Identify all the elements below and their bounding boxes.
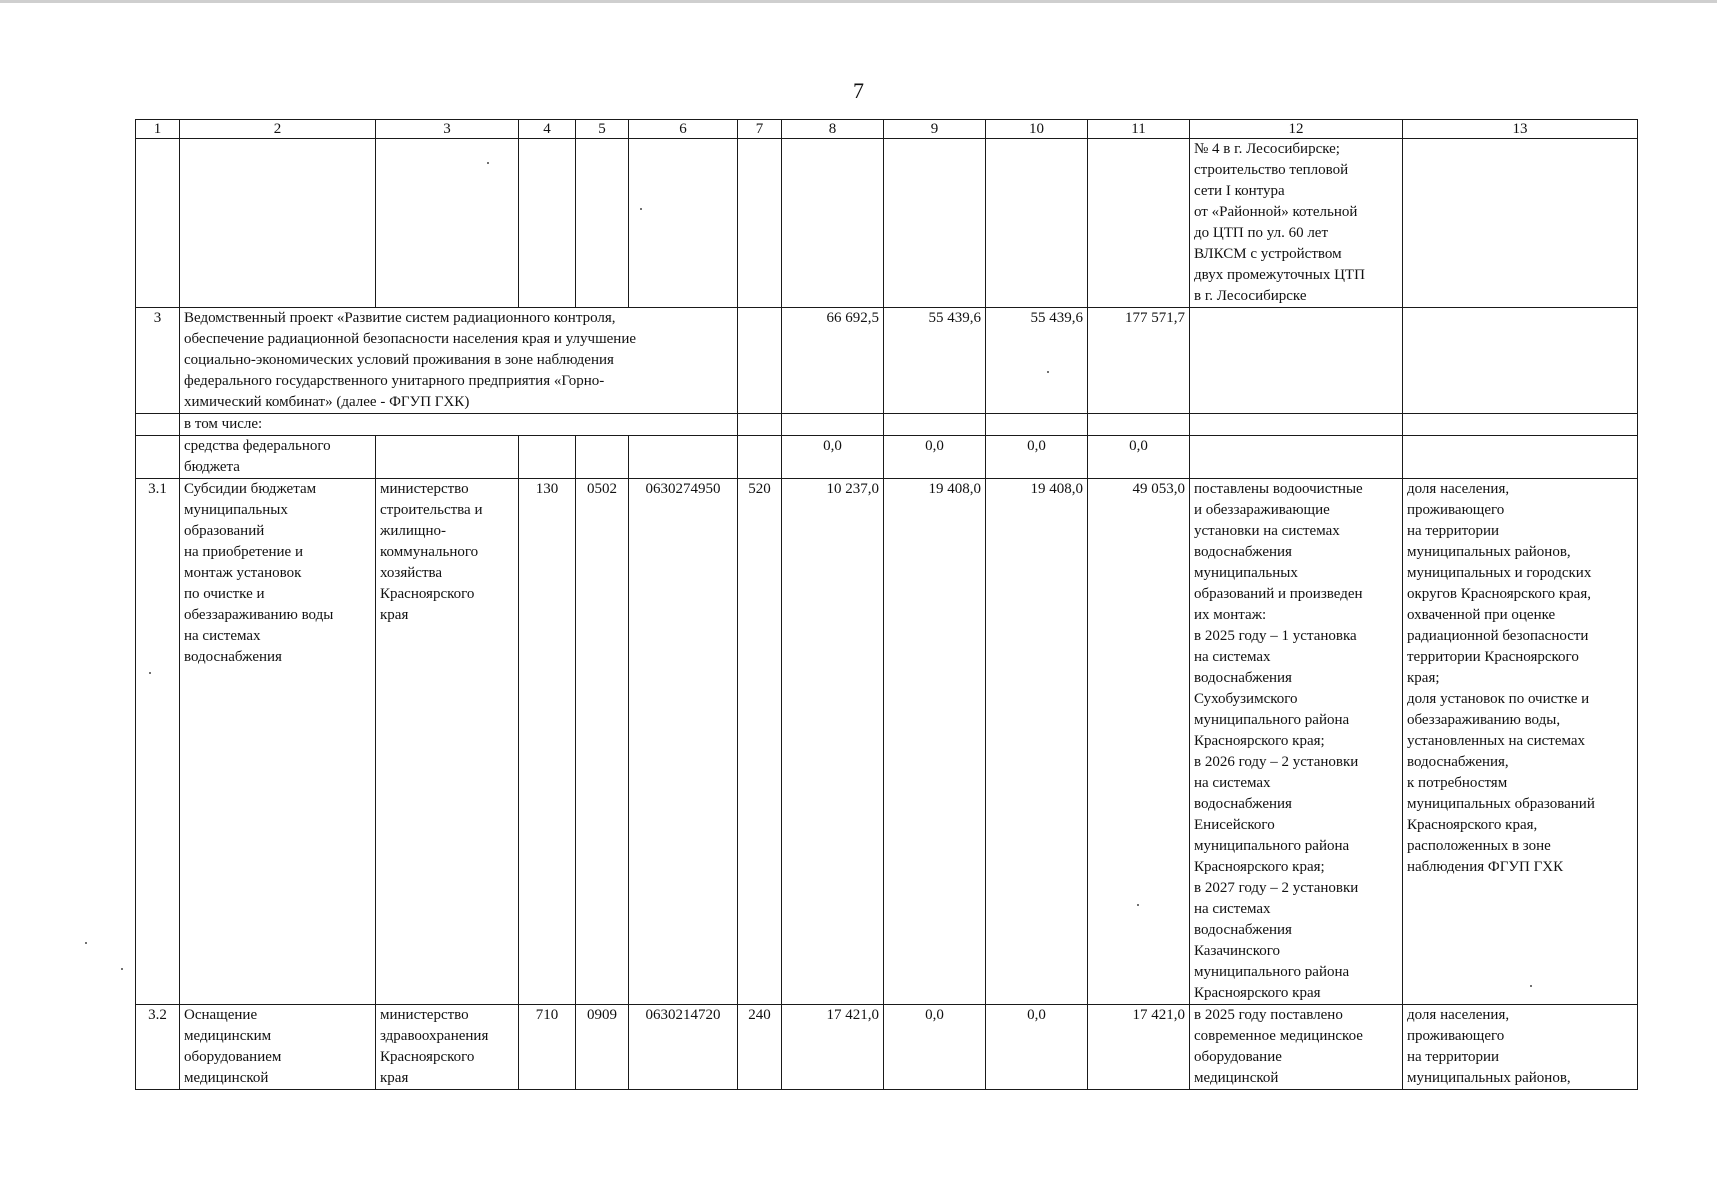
column-number-row <box>136 120 1638 139</box>
value-2027: 19 408,0 <box>986 479 1088 1005</box>
value-total: 49 053,0 <box>1088 479 1190 1005</box>
including-row <box>136 414 1638 436</box>
code-csr: 0630274950 <box>629 479 738 1005</box>
row-number: 3 <box>136 308 180 414</box>
value-2027: 0,0 <box>986 436 1088 479</box>
page-number: 7 <box>853 78 864 103</box>
code-vr: 520 <box>738 479 782 1005</box>
column-number: 3 <box>376 120 519 139</box>
row-number: 3.1 <box>136 479 180 1005</box>
column-number: 8 <box>782 120 884 139</box>
measure-name: Субсидии бюджетам муниципальных образований на приобретение и монтаж установок по очистке и обеззараживанию воды на системах водоснабжения <box>180 479 376 1005</box>
column-number: 6 <box>629 120 738 139</box>
code-rzpr: 0909 <box>576 1005 629 1090</box>
column-number: 2 <box>180 120 376 139</box>
federal-budget-row <box>136 436 1638 479</box>
value-2025: 66 692,5 <box>782 308 884 414</box>
scan-top-edge <box>0 0 1717 3</box>
code-rzpr: 0502 <box>576 479 629 1005</box>
project-name: Ведомственный проект «Развитие систем радиационного контроля, обеспечение радиационной безопасности населения края и улучшение социально-экономических условий проживания в зоне наблюдения федерального государственного унитарного предприятия «Горно- химический комбинат» (далее - ФГУП ГХК) <box>180 308 738 414</box>
value-2026: 0,0 <box>884 436 986 479</box>
scan-speck <box>85 942 87 944</box>
value-2027: 0,0 <box>986 1005 1088 1090</box>
scan-speck <box>1047 371 1049 373</box>
scan-speck <box>640 208 642 210</box>
column-number: 7 <box>738 120 782 139</box>
code-grbs: 130 <box>519 479 576 1005</box>
measure-row-3-2 <box>136 1005 1638 1090</box>
row-number: 3.2 <box>136 1005 180 1090</box>
code-grbs: 710 <box>519 1005 576 1090</box>
value-2026: 55 439,6 <box>884 308 986 414</box>
value-total: 17 421,0 <box>1088 1005 1190 1090</box>
value-total: 177 571,7 <box>1088 308 1190 414</box>
column-number: 11 <box>1088 120 1190 139</box>
value-2026: 0,0 <box>884 1005 986 1090</box>
indicator-cell: доля населения, проживающего на территории муниципальных районов, муниципальных и городских округов Красноярского края, охваченной при оценке радиационной безопасности территории Красноярского края; доля установок по очистке и обеззараживанию воды, установленных на системах водоснабжения, к потребностям муниципальных образований Красноярского края, расположенных в зоне наблюдения ФГУП ГХК <box>1403 479 1638 1005</box>
result-cell: № 4 в г. Лесосибирске; строительство тепловой сети I контура от «Районной» котельной до ЦТП по ул. 60 лет ВЛКСМ с устройством двух промежуточных ЦТП в г. Лесосибирске <box>1190 139 1403 308</box>
column-number: 5 <box>576 120 629 139</box>
project-row <box>136 308 1638 414</box>
measure-name: Оснащение медицинским оборудованием медицинской <box>180 1005 376 1090</box>
value-2025: 17 421,0 <box>782 1005 884 1090</box>
code-vr: 240 <box>738 1005 782 1090</box>
value-2027: 55 439,6 <box>986 308 1088 414</box>
including-label: в том числе: <box>180 414 738 436</box>
value-total: 0,0 <box>1088 436 1190 479</box>
column-number: 10 <box>986 120 1088 139</box>
column-number: 13 <box>1403 120 1638 139</box>
scan-speck <box>487 162 489 164</box>
executor: министерство строительства и жилищно- коммунального хозяйства Красноярского края <box>376 479 519 1005</box>
executor: министерство здравоохранения Красноярского края <box>376 1005 519 1090</box>
budget-table <box>135 119 1638 1090</box>
indicator-cell: доля населения, проживающего на территории муниципальных районов, <box>1403 1005 1638 1090</box>
value-2025: 0,0 <box>782 436 884 479</box>
column-number: 9 <box>884 120 986 139</box>
result-cell: поставлены водоочистные и обеззараживающие установки на системах водоснабжения муниципальных образований и произведен их монтаж: в 2025 году – 1 установка на системах водоснабжения Сухобузимского муниципального района Красноярского края; в 2026 году – 2 установки на системах водоснабжения Енисейского муниципального района Красноярского края; в 2027 году – 2 установки на системах водоснабжения Казачинского муниципального района Красноярского края <box>1190 479 1403 1005</box>
code-csr: 0630214720 <box>629 1005 738 1090</box>
value-2025: 10 237,0 <box>782 479 884 1005</box>
column-number: 1 <box>136 120 180 139</box>
federal-budget-label: средства федерального бюджета <box>180 436 376 479</box>
value-2026: 19 408,0 <box>884 479 986 1005</box>
scan-speck <box>121 968 123 970</box>
result-cell: в 2025 году поставлено современное медицинское оборудование медицинской <box>1190 1005 1403 1090</box>
scan-speck <box>149 672 151 674</box>
scan-speck <box>1137 904 1139 906</box>
measure-row-3-1 <box>136 479 1638 1005</box>
column-number: 12 <box>1190 120 1403 139</box>
scan-speck <box>1530 985 1532 987</box>
continuation-row <box>136 139 1638 308</box>
column-number: 4 <box>519 120 576 139</box>
